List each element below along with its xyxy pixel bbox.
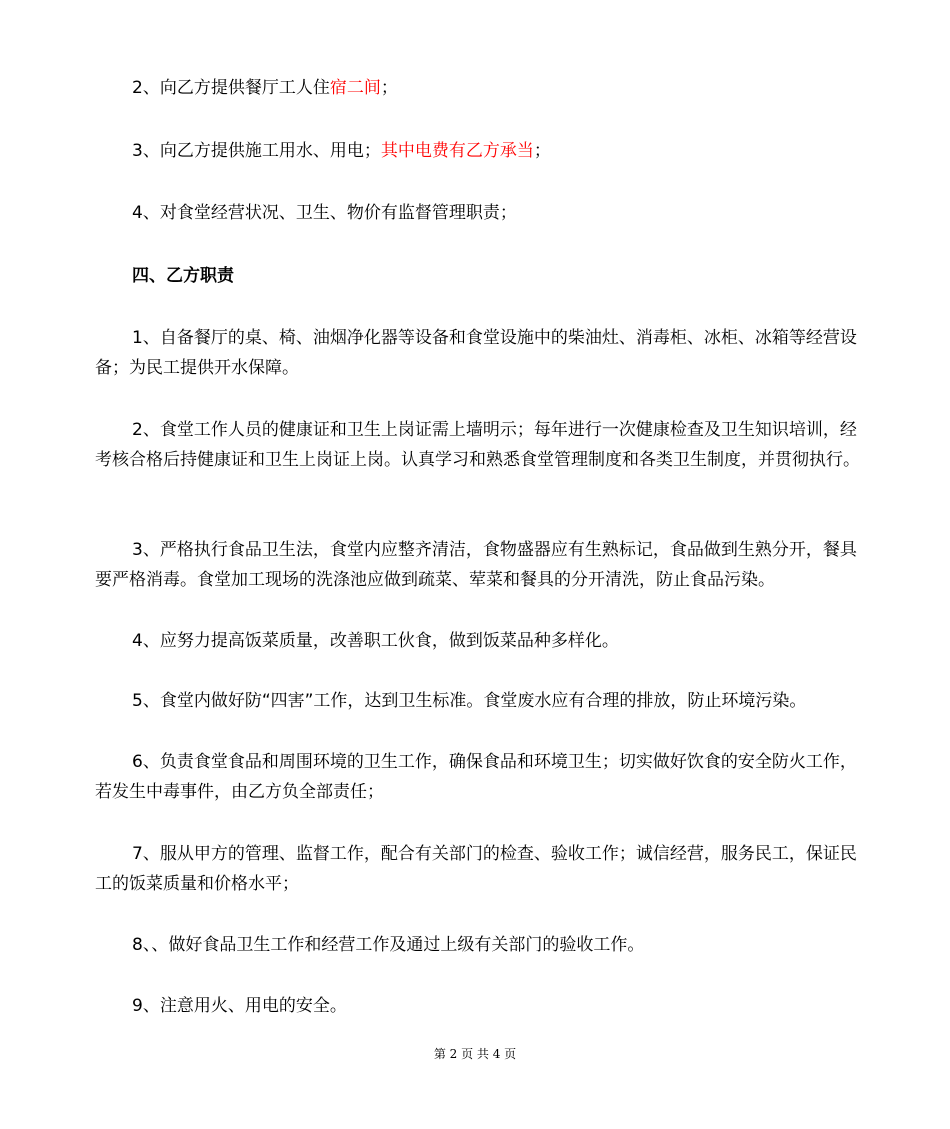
- paragraph-text: ；: [380, 78, 398, 98]
- paragraph-section4-item-2: 2、食堂工作人员的健康证和卫生上岗证需上墙明示；每年进行一次健康检查及卫生知识培训，经考核合格后持健康证和卫生上岗证上岗。认真学习和熟悉食堂管理制度和各类卫生制度，并贯彻执行。: [95, 420, 860, 470]
- paragraph-text: ；: [533, 141, 551, 161]
- paragraph-text: 3、向乙方提供施工用水、用电；: [132, 141, 381, 161]
- paragraph-text: 2、向乙方提供餐厅工人住: [132, 78, 330, 98]
- paragraph-section4-item-7: 7、服从甲方的管理、监督工作，配合有关部门的检查、验收工作；诚信经营，服务民工，保证民工的饭菜质量和价格水平；: [95, 844, 857, 894]
- paragraph-section4-item-3: 3、严格执行食品卫生法，食堂内应整齐清洁，食物盛器应有生熟标记，食品做到生熟分开，餐具要严格消毒。食堂加工现场的洗涤池应做到疏菜、荤菜和餐具的分开清洗，防止食品污染。: [95, 540, 857, 590]
- paragraph-section4-item-4: 4、应努力提高饭菜质量，改善职工伙食，做到饭菜品种多样化。: [132, 631, 619, 651]
- section-heading: 四、乙方职责: [132, 266, 234, 286]
- paragraph-section4-item-5: 5、食堂内做好防“四害”工作，达到卫生标准。食堂废水应有合理的排放，防止环境污染。: [132, 691, 807, 711]
- highlighted-text: 宿二间: [329, 78, 381, 98]
- paragraph-section3-item-3: [95, 136, 865, 166]
- paragraph-section4-item-9: 9、注意用火、用电的安全。: [132, 996, 347, 1016]
- paragraph-section4-item-1: 1、自备餐厅的桌、椅、油烟净化器等设备和食堂设施中的柴油灶、消毒柜、冰柜、冰箱等经营设备；为民工提供开水保障。: [95, 328, 857, 378]
- paragraph-section3-item-4: 4、对食堂经营状况、卫生、物价有监督管理职责；: [132, 203, 517, 223]
- paragraph-section4-item-6: 6、负责食堂食品和周围环境的卫生工作，确保食品和环境卫生；切实做好饮食的安全防火工作，若发生中毒事件，由乙方负全部责任；: [95, 752, 857, 802]
- paragraph-section3-item-2: [95, 73, 865, 103]
- page-footer: 第 2 页 共 4 页: [433, 1047, 517, 1061]
- highlighted-text: 其中电费有乙方承当: [380, 141, 534, 161]
- paragraph-section4-item-8: 8、、做好食品卫生工作和经营工作及通过上级有关部门的验收工作。: [132, 935, 645, 955]
